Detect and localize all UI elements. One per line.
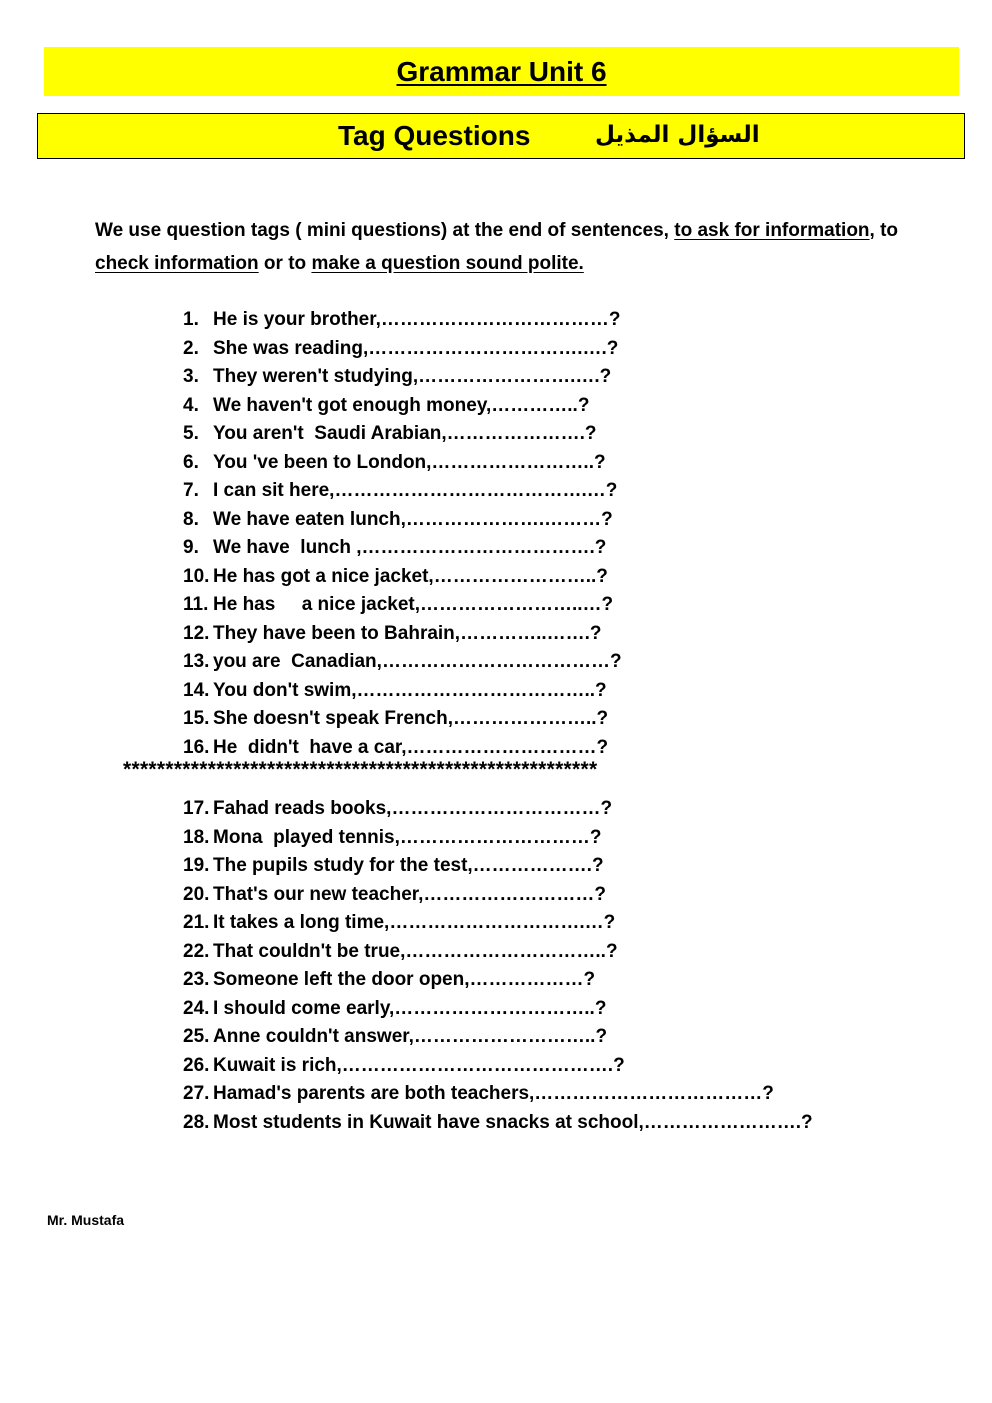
question-number: 15. [183,708,210,729]
question-item [183,420,622,449]
intro-underlined-check: check information [95,253,259,274]
intro-text-3: or to [258,253,312,274]
question-number: 5. [183,423,199,444]
question-text: That couldn't be true,…………………………..? [213,940,618,962]
question-number: 22. [183,940,210,962]
question-text: We have lunch ,……………………………….? [213,537,607,558]
question-item [183,449,622,478]
question-number: 26. [183,1054,210,1076]
intro-paragraph [95,214,945,280]
question-number: 27. [183,1083,210,1104]
question-text: The pupils study for the test,……………….? [213,855,604,876]
question-item [183,306,622,335]
question-number: 16. [183,736,210,758]
question-item [183,335,622,364]
question-text: We have eaten lunch,………………….………? [213,508,613,530]
author-name: Mr. Mustafa [47,1212,125,1228]
question-number: 14. [183,679,210,701]
question-text: He has got a nice jacket,……………………..? [213,565,608,587]
question-number: 25. [183,1026,210,1047]
question-item [183,966,813,995]
question-item [183,705,622,734]
question-number: 23. [183,969,210,990]
title-banner [44,47,959,96]
question-list-part-1 [183,306,622,762]
question-item [183,1080,813,1109]
question-item [183,506,622,535]
question-item [183,363,622,392]
question-number: 17. [183,798,210,819]
subtitle-arabic: السؤال المذيل [595,122,760,148]
question-item [183,392,622,421]
question-number: 13. [183,651,210,672]
question-item [183,824,813,853]
question-text: He is your brother,………………………………? [213,309,621,330]
question-item [183,563,622,592]
question-number: 8. [183,508,199,530]
question-number: 7. [183,480,199,501]
question-number: 4. [183,394,199,416]
question-text: It takes a long time,………………………….…? [213,912,616,933]
question-item [183,881,813,910]
question-text: She doesn't speak French,…………………..? [213,708,609,729]
question-number: 18. [183,826,210,848]
subtitle-english: Tag Questions [338,120,531,151]
question-number: 6. [183,451,199,473]
question-number: 21. [183,912,210,933]
question-item [183,620,622,649]
question-text: you are Canadian,………………………………? [213,651,622,672]
question-text: Anne couldn't answer,………………………..? [213,1026,608,1047]
question-item [183,677,622,706]
question-number: 20. [183,883,210,905]
question-number: 24. [183,997,210,1019]
question-text: She was reading,…………………………….….? [213,337,619,359]
question-number: 11. [183,594,209,615]
question-text: You aren't Saudi Arabian,………………….? [213,423,597,444]
question-item [183,1052,813,1081]
question-number: 9. [183,537,199,558]
question-item [183,477,622,506]
question-item [183,1023,813,1052]
intro-underlined-polite: make a question sound polite. [311,253,584,274]
question-text: He didn't have a car,…………………………? [213,736,609,758]
page-title: Grammar Unit 6 [396,55,607,87]
question-number: 1. [183,309,199,330]
question-text: Kuwait is rich,…………………………………….? [213,1054,625,1076]
question-text: Mona played tennis,…………………………? [213,826,602,848]
intro-text-2: , to [869,220,899,241]
question-text: They have been to Bahrain,…………..…….? [213,622,602,644]
question-number: 19. [183,855,210,876]
question-text: They weren't studying,…………………….….? [213,366,612,387]
question-item [183,938,813,967]
question-text: That's our new teacher,………………………? [213,883,607,905]
question-item [183,995,813,1024]
question-text: He has a nice jacket,……………………..…? [213,594,614,615]
subtitle-banner [37,113,965,159]
section-separator: ******************************************************** [123,758,598,781]
question-item [183,909,813,938]
intro-text-1: We use question tags ( mini questions) at the end of sentences, [95,220,675,241]
question-text: Hamad's parents are both teachers,………………………………? [213,1083,774,1104]
question-item [183,795,813,824]
question-text: We haven't got enough money,…………..? [213,394,590,416]
question-text: Most students in Kuwait have snacks at school,…………………….? [213,1111,813,1133]
question-number: 10. [183,565,210,587]
question-number: 28. [183,1111,210,1133]
question-text: I can sit here,………………………………….…? [213,480,618,501]
question-number: 2. [183,337,199,359]
question-list-part-2 [183,795,813,1137]
question-number: 12. [183,622,210,644]
question-text: You don't swim,………………………………..? [213,679,607,701]
question-text: I should come early,…………………………..? [213,997,607,1019]
question-number: 3. [183,366,199,387]
question-text: Someone left the door open,………………? [213,969,596,990]
question-text: You 've been to London,……………………..? [213,451,606,473]
question-item [183,852,813,881]
question-item [183,648,622,677]
question-item [183,1109,813,1138]
question-item [183,534,622,563]
intro-underlined-ask: to ask for information [674,220,870,241]
question-text: Fahad reads books,……………………………? [213,798,613,819]
question-item [183,591,622,620]
